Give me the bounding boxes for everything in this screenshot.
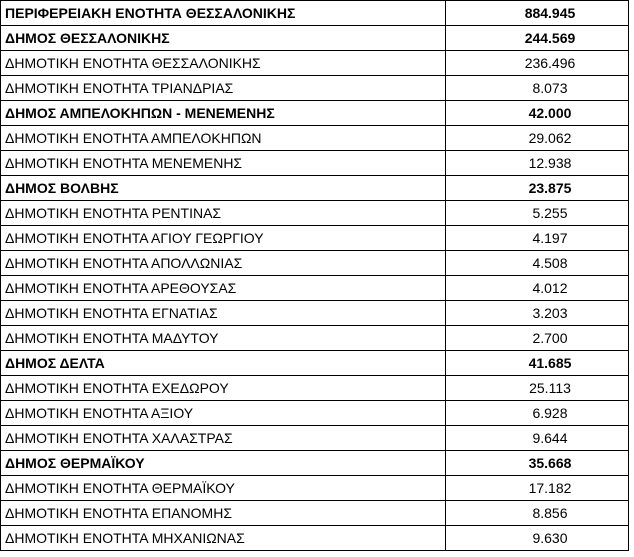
table-row-unit [1, 501, 629, 526]
table-row-municipality [1, 26, 629, 51]
table-row-municipality [1, 451, 629, 476]
table-row-municipality [1, 176, 629, 201]
area-name-cell: ΔΗΜΟΤΙΚΗ ΕΝΟΤΗΤΑ ΡΕΝΤΙΝΑΣ [1, 201, 446, 226]
population-value-cell: 244.569 [446, 26, 629, 51]
table-row-unit [1, 126, 629, 151]
population-value-cell: 8.073 [446, 76, 629, 101]
area-name-cell: ΔΗΜΟΤΙΚΗ ΕΝΟΤΗΤΑ ΕΓΝΑΤΙΑΣ [1, 301, 446, 326]
table-row-unit [1, 76, 629, 101]
area-name-cell: ΠΕΡΙΦΕΡΕΙΑΚΗ ΕΝΟΤΗΤΑ ΘΕΣΣΑΛΟΝΙΚΗΣ [1, 1, 446, 26]
table-row-unit [1, 476, 629, 501]
area-name-cell: ΔΗΜΟΣ ΒΟΛΒΗΣ [1, 176, 446, 201]
table-row-unit [1, 401, 629, 426]
area-name-cell: ΔΗΜΟΣ ΘΕΣΣΑΛΟΝΙΚΗΣ [1, 26, 446, 51]
table-row-municipality [1, 351, 629, 376]
table-row-municipality [1, 101, 629, 126]
table-row-unit [1, 376, 629, 401]
table-row-municipality [1, 1, 629, 26]
population-value-cell: 42.000 [446, 101, 629, 126]
area-name-cell: ΔΗΜΟΣ ΑΜΠΕΛΟΚΗΠΩΝ - ΜΕΝΕΜΕΝΗΣ [1, 101, 446, 126]
population-value-cell: 9.644 [446, 426, 629, 451]
area-name-cell: ΔΗΜΟΤΙΚΗ ΕΝΟΤΗΤΑ ΘΕΣΣΑΛΟΝΙΚΗΣ [1, 51, 446, 76]
population-value-cell: 25.113 [446, 376, 629, 401]
table-body [1, 1, 629, 551]
population-value-cell: 4.012 [446, 276, 629, 301]
area-name-cell: ΔΗΜΟΣ ΘΕΡΜΑΪΚΟΥ [1, 451, 446, 476]
population-value-cell: 4.508 [446, 251, 629, 276]
table-row-unit [1, 201, 629, 226]
population-value-cell: 2.700 [446, 326, 629, 351]
area-name-cell: ΔΗΜΟΤΙΚΗ ΕΝΟΤΗΤΑ ΧΑΛΑΣΤΡΑΣ [1, 426, 446, 451]
area-name-cell: ΔΗΜΟΤΙΚΗ ΕΝΟΤΗΤΑ ΤΡΙΑΝΔΡΙΑΣ [1, 76, 446, 101]
area-name-cell: ΔΗΜΟΤΙΚΗ ΕΝΟΤΗΤΑ ΕΧΕΔΩΡΟΥ [1, 376, 446, 401]
table-row-unit [1, 301, 629, 326]
population-value-cell: 35.668 [446, 451, 629, 476]
area-name-cell: ΔΗΜΟΤΙΚΗ ΕΝΟΤΗΤΑ ΑΜΠΕΛΟΚΗΠΩΝ [1, 126, 446, 151]
area-name-cell: ΔΗΜΟΤΙΚΗ ΕΝΟΤΗΤΑ ΑΡΕΘΟΥΣΑΣ [1, 276, 446, 301]
population-value-cell: 5.255 [446, 201, 629, 226]
population-value-cell: 41.685 [446, 351, 629, 376]
area-name-cell: ΔΗΜΟΤΙΚΗ ΕΝΟΤΗΤΑ ΑΓΙΟΥ ΓΕΩΡΓΙΟΥ [1, 226, 446, 251]
population-value-cell: 4.197 [446, 226, 629, 251]
area-name-cell: ΔΗΜΟΣ ΔΕΛΤΑ [1, 351, 446, 376]
table-row-unit [1, 326, 629, 351]
population-value-cell: 17.182 [446, 476, 629, 501]
table-row-unit [1, 426, 629, 451]
table-row-unit [1, 276, 629, 301]
table-row-unit [1, 151, 629, 176]
population-value-cell: 12.938 [446, 151, 629, 176]
population-value-cell: 6.928 [446, 401, 629, 426]
area-name-cell: ΔΗΜΟΤΙΚΗ ΕΝΟΤΗΤΑ ΘΕΡΜΑΪΚΟΥ [1, 476, 446, 501]
area-name-cell: ΔΗΜΟΤΙΚΗ ΕΝΟΤΗΤΑ ΜΗΧΑΝΙΩΝΑΣ [1, 526, 446, 551]
table-row-unit [1, 51, 629, 76]
area-name-cell: ΔΗΜΟΤΙΚΗ ΕΝΟΤΗΤΑ ΜΕΝΕΜΕΝΗΣ [1, 151, 446, 176]
population-value-cell: 8.856 [446, 501, 629, 526]
population-value-cell: 9.630 [446, 526, 629, 551]
table-row-unit [1, 251, 629, 276]
population-value-cell: 23.875 [446, 176, 629, 201]
population-value-cell: 29.062 [446, 126, 629, 151]
table-row-unit [1, 526, 629, 551]
area-name-cell: ΔΗΜΟΤΙΚΗ ΕΝΟΤΗΤΑ ΑΞΙΟΥ [1, 401, 446, 426]
area-name-cell: ΔΗΜΟΤΙΚΗ ΕΝΟΤΗΤΑ ΑΠΟΛΛΩΝΙΑΣ [1, 251, 446, 276]
area-name-cell: ΔΗΜΟΤΙΚΗ ΕΝΟΤΗΤΑ ΕΠΑΝΟΜΗΣ [1, 501, 446, 526]
table-row-unit [1, 226, 629, 251]
population-value-cell: 236.496 [446, 51, 629, 76]
area-name-cell: ΔΗΜΟΤΙΚΗ ΕΝΟΤΗΤΑ ΜΑΔΥΤΟΥ [1, 326, 446, 351]
population-value-cell: 884.945 [446, 1, 629, 26]
population-value-cell: 3.203 [446, 301, 629, 326]
